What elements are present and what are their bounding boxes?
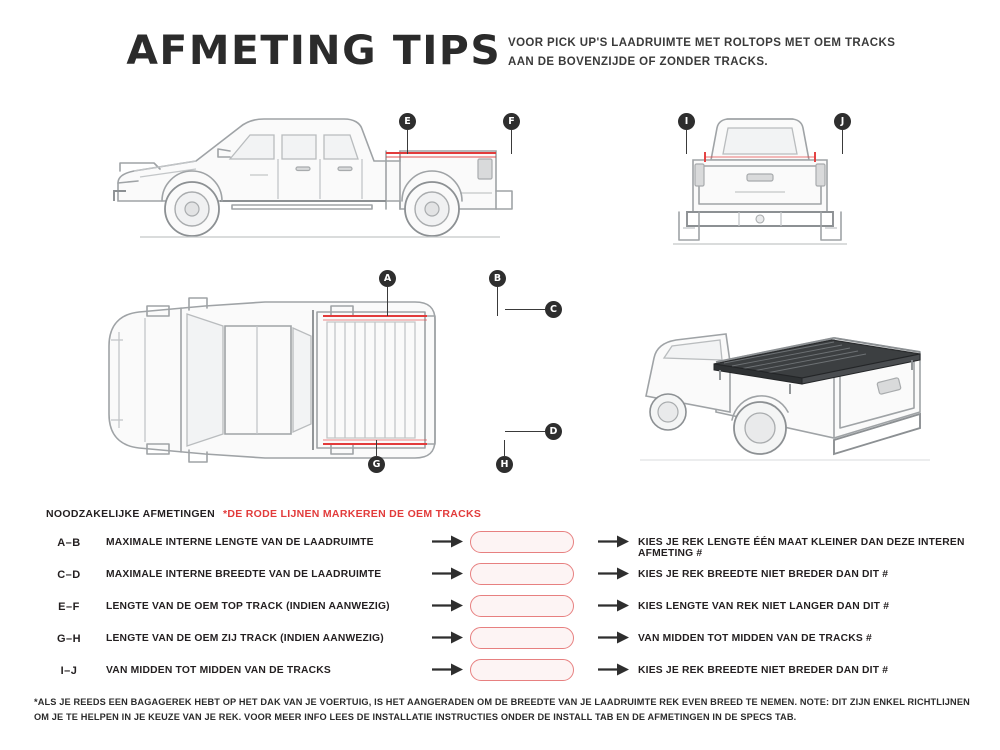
figure-top-view-truck bbox=[95, 280, 525, 480]
callout-G: G bbox=[368, 456, 385, 473]
figure-truck-with-rack bbox=[620, 300, 950, 490]
arrow-right-icon bbox=[598, 599, 630, 612]
table-heading bbox=[46, 508, 481, 520]
row-code: I–J bbox=[60, 665, 78, 677]
arrow-right-icon bbox=[598, 663, 630, 676]
row-code: E–F bbox=[58, 601, 80, 613]
table-row bbox=[46, 563, 956, 589]
arrow-right-icon bbox=[432, 567, 464, 580]
measurement-input-ef[interactable] bbox=[470, 595, 574, 617]
arrow-right-icon bbox=[598, 535, 630, 548]
arrow-right-icon bbox=[432, 631, 464, 644]
row-note: KIES JE REK BREEDTE NIET BREDER DAN DIT # bbox=[638, 665, 889, 676]
callout-E: E bbox=[399, 113, 416, 130]
footnote: *ALS JE REEDS EEN BAGAGEREK HEBT OP HET DAK VAN JE VOERTUIG, IS HET AANGERADEN OM DE BREEDTE VAN JE LAADRUIMTE REK EVEN BREED TE NEMEN. NOTE: DIT ZIJN ENKEL RICHTLIJNEN OM JE TE HELPEN IN JE KEUZE VAN JE REK. VOOR MEER INFO LEES DE INSTALLATIE INSTRUCTIES ONDER DE INSTALL TAB EN DE AFMETINGEN IN DE SPECS TAB. bbox=[34, 697, 970, 722]
table-heading-accent: *DE RODE LIJNEN MARKEREN DE OEM TRACKS bbox=[222, 508, 482, 520]
leader-line-I bbox=[686, 130, 687, 154]
row-description: VAN MIDDEN TOT MIDDEN VAN DE TRACKS bbox=[106, 665, 331, 676]
callout-B: B bbox=[489, 270, 506, 287]
measurement-input-cd[interactable] bbox=[470, 563, 574, 585]
row-note: VAN MIDDEN TOT MIDDEN VAN DE TRACKS # bbox=[638, 633, 872, 644]
callout-H: H bbox=[496, 456, 513, 473]
callout-F: F bbox=[503, 113, 520, 130]
callout-J: J bbox=[834, 113, 851, 130]
arrow-right-icon bbox=[432, 663, 464, 676]
arrow-right-icon bbox=[432, 599, 464, 612]
page-title: AFMETING TIPS bbox=[126, 28, 502, 74]
row-code: G–H bbox=[56, 633, 82, 645]
row-description: LENGTE VAN DE OEM TOP TRACK (INDIEN AANWEZIG) bbox=[106, 601, 390, 612]
leader-line-F bbox=[511, 130, 512, 154]
leader-line-A bbox=[387, 287, 388, 316]
row-note: KIES LENGTE VAN REK NIET LANGER DAN DIT # bbox=[638, 601, 890, 612]
figure-side-view-truck bbox=[100, 105, 520, 255]
callout-A: A bbox=[379, 270, 396, 287]
callout-I: I bbox=[678, 113, 695, 130]
leader-line-G bbox=[376, 440, 377, 457]
leader-line-B bbox=[497, 287, 498, 316]
table-row bbox=[46, 659, 956, 685]
table-row bbox=[46, 595, 956, 621]
row-code: C–D bbox=[57, 569, 81, 581]
arrow-right-icon bbox=[598, 567, 630, 580]
measurement-input-ab[interactable] bbox=[470, 531, 574, 553]
row-description: MAXIMALE INTERNE BREEDTE VAN DE LAADRUIMTE bbox=[106, 569, 382, 580]
table-row bbox=[46, 627, 956, 653]
leader-line-D bbox=[505, 431, 545, 432]
row-note: KIES JE REK LENGTE ÉÉN MAAT KLEINER DAN DEZE INTEREN AFMETING # bbox=[638, 537, 965, 559]
callout-C: C bbox=[545, 301, 562, 318]
leader-line-C bbox=[505, 309, 545, 310]
measurement-input-ij[interactable] bbox=[470, 659, 574, 681]
figure-rear-view-truck bbox=[665, 108, 855, 258]
row-description: LENGTE VAN DE OEM ZIJ TRACK (INDIEN AANWEZIG) bbox=[106, 633, 384, 644]
leader-line-H bbox=[504, 440, 505, 457]
row-code: A–B bbox=[57, 537, 81, 549]
table-row bbox=[46, 531, 965, 559]
measurement-input-gh[interactable] bbox=[470, 627, 574, 649]
table-heading-main: NOODZAKELIJKE AFMETINGEN bbox=[46, 508, 215, 520]
callout-D: D bbox=[545, 423, 562, 440]
leader-line-E bbox=[407, 130, 408, 154]
arrow-right-icon bbox=[598, 631, 630, 644]
leader-line-J bbox=[842, 130, 843, 154]
page-subtitle: VOOR PICK UP'S LAADRUIMTE MET ROLTOPS MET OEM TRACKS AAN DE BOVENZIJDE OF ZONDER TRACKS. bbox=[508, 37, 896, 68]
arrow-right-icon bbox=[432, 535, 464, 548]
row-description: MAXIMALE INTERNE LENGTE VAN DE LAADRUIMTE bbox=[106, 537, 374, 548]
row-note: KIES JE REK BREEDTE NIET BREDER DAN DIT # bbox=[638, 569, 889, 580]
